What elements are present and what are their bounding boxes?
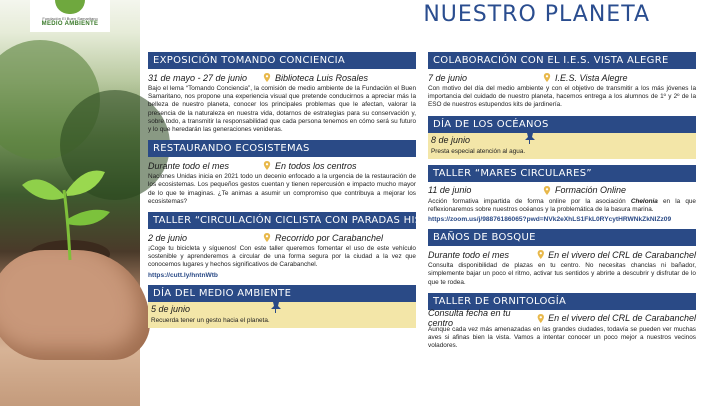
logo-org-name: Fundación El Buen Samaritano [42, 16, 98, 21]
event-ornitologia [428, 293, 696, 351]
foundation-logo [30, 0, 110, 32]
event-colaboracion [428, 52, 696, 110]
event-title: EXPOSICIÓN TOMANDO CONCIENCIA [148, 52, 416, 69]
event-description: Aunque cada vez más amenazadas en las grandes ciudades, todavía se pueden ver muchas aves si afinas bien la vista. Vamos a intentar conocer un poco mejor a nuestros vecinos voladores. [428, 325, 696, 350]
event-dia-medio-ambiente [148, 285, 416, 328]
event-link[interactable]: https://zoom.us/j/98876186065?pwd=NVk2eXhLS1FkL0RYcytHRWNkZkNIZz09 [428, 216, 672, 224]
event-date: 31 de mayo - 27 de junio [148, 72, 248, 83]
event-title: TALLER “CIRCULACIÓN CICLISTA CON PARADAS HISTÓRICAS” [148, 212, 416, 229]
page-headline: NUESTRO PLANETA [423, 2, 650, 27]
event-description: Bajo el lema “Tomando Conciencia”, la comisión de medio ambiente de la Fundación el Buen Samaritano, nos propone una experiencia visual que pretende conducirnos a apreciar más la belleza de nuestro planeta, conocer los principales problemas que le afectan, valorar la presencia de la naturaleza en nuestra vida, dotarnos de estrategias para su conservación y, sobre todo, a transmitir la responsabilidad que cada persona tenemos en cómo será su futuro y lo que heredarán las generaciones venideras. [148, 85, 416, 134]
event-description: Recuerda tener un gesto hacia el planeta. [151, 316, 270, 324]
location-pin-icon [543, 186, 551, 195]
event-title: COLABORACIÓN CON EL I.E.S. VISTA ALEGRE [428, 52, 696, 69]
event-title: DÍA DEL MEDIO AMBIENTE [148, 285, 416, 302]
event-title: TALLER DE ORNITOLOGÍA [428, 293, 696, 310]
event-description: Acción formativa impartida de forma online por la asociación Chelonia en la que reflexionaremos sobre nuestros océanos y la problemática de la basura marina. [428, 197, 696, 214]
event-date: Consulta fecha en tu centro [428, 308, 511, 329]
event-location: I.E.S. Vista Alegre [555, 72, 628, 83]
association-name: Chelonia [630, 197, 658, 205]
event-location: Recorrido por Carabanchel [275, 232, 384, 243]
event-title: BAÑOS DE BOSQUE [428, 229, 696, 246]
location-pin-icon [537, 250, 545, 259]
highlight-note [428, 133, 696, 159]
event-date: 11 de junio [428, 185, 472, 196]
event-date: 7 de junio [428, 72, 468, 83]
event-location: En el vivero del CRL de Carabanchel [548, 249, 696, 260]
event-description: Con motivo del día del medio ambiente y con el objetivo de transmitir a los más jóvenes la importancia del cuidado de nuestro planeta, hacemos entrega a los alumnos de 1º y 2º de la ESO de nuestros estupendos kits de jardinería. [428, 85, 696, 109]
event-link[interactable]: https://cutt.ly/hntnWtb [148, 271, 218, 279]
event-location: En el vivero del CRL de Carabanchel [548, 313, 696, 324]
pushpin-icon [270, 300, 284, 314]
location-pin-icon [263, 73, 271, 82]
event-date: Durante todo el mes [148, 160, 230, 171]
logo-brand: MEDIO AMBIENTE [41, 21, 99, 27]
event-title: RESTAURANDO ECOSISTEMAS [148, 140, 416, 157]
event-exposicion [148, 52, 416, 134]
event-location: En todos los centros [275, 160, 357, 171]
event-date: Durante todo el mes [428, 249, 510, 260]
event-location: Biblioteca Luis Rosales [275, 72, 369, 83]
plant-hands-photo [0, 0, 140, 406]
event-description: Consulta disponibilidad de plazas en tu centro. No necesitas chanclas ni bañador, simplemente bajar un poco el ritmo, activar tus sentidos y abrirte a descubrir y disfrutar de lo que te rodea. [428, 262, 696, 286]
event-location: Formación Online [555, 185, 627, 196]
event-description: Presta especial atención al agua. [431, 147, 526, 155]
event-restaurando [148, 140, 416, 206]
event-date: 5 de junio [151, 304, 191, 315]
location-pin-icon [263, 161, 271, 170]
right-column [428, 52, 696, 356]
pushpin-icon [524, 131, 538, 145]
event-mares-circulares [428, 165, 696, 223]
event-title: TALLER “MARES CIRCULARES” [428, 165, 696, 182]
event-date: 2 de junio [148, 232, 188, 243]
event-oceanos [428, 116, 696, 159]
location-pin-icon [537, 314, 545, 323]
event-description: Naciones Unidas inicia en 2021 todo un decenio enfocado a la urgencia de la restauración de los ecosistemas. Los pequeños gestos cuentan y tienen repercusión e impacto mucho mayor de lo que te imaginas. ¿Te animas a asumir un compromiso que contribuya a mejorar los ecosistemas? [148, 173, 416, 205]
event-title: DÍA DE LOS OCÉANOS [428, 116, 696, 133]
event-description: ¡Coge tu bicicleta y síguenos! Con este taller queremos fomentar el uso de este vehículo sostenible y aprenderemos a circular de una forma segura por la ciudad a la vez que conocemos lugares y hechos significativos de Carabanchel. [148, 245, 416, 269]
highlight-note [148, 302, 416, 328]
location-pin-icon [543, 73, 551, 82]
event-date: 8 de junio [431, 135, 471, 146]
sprout-illustration [0, 150, 140, 280]
event-banos-bosque [428, 229, 696, 287]
location-pin-icon [263, 233, 271, 242]
